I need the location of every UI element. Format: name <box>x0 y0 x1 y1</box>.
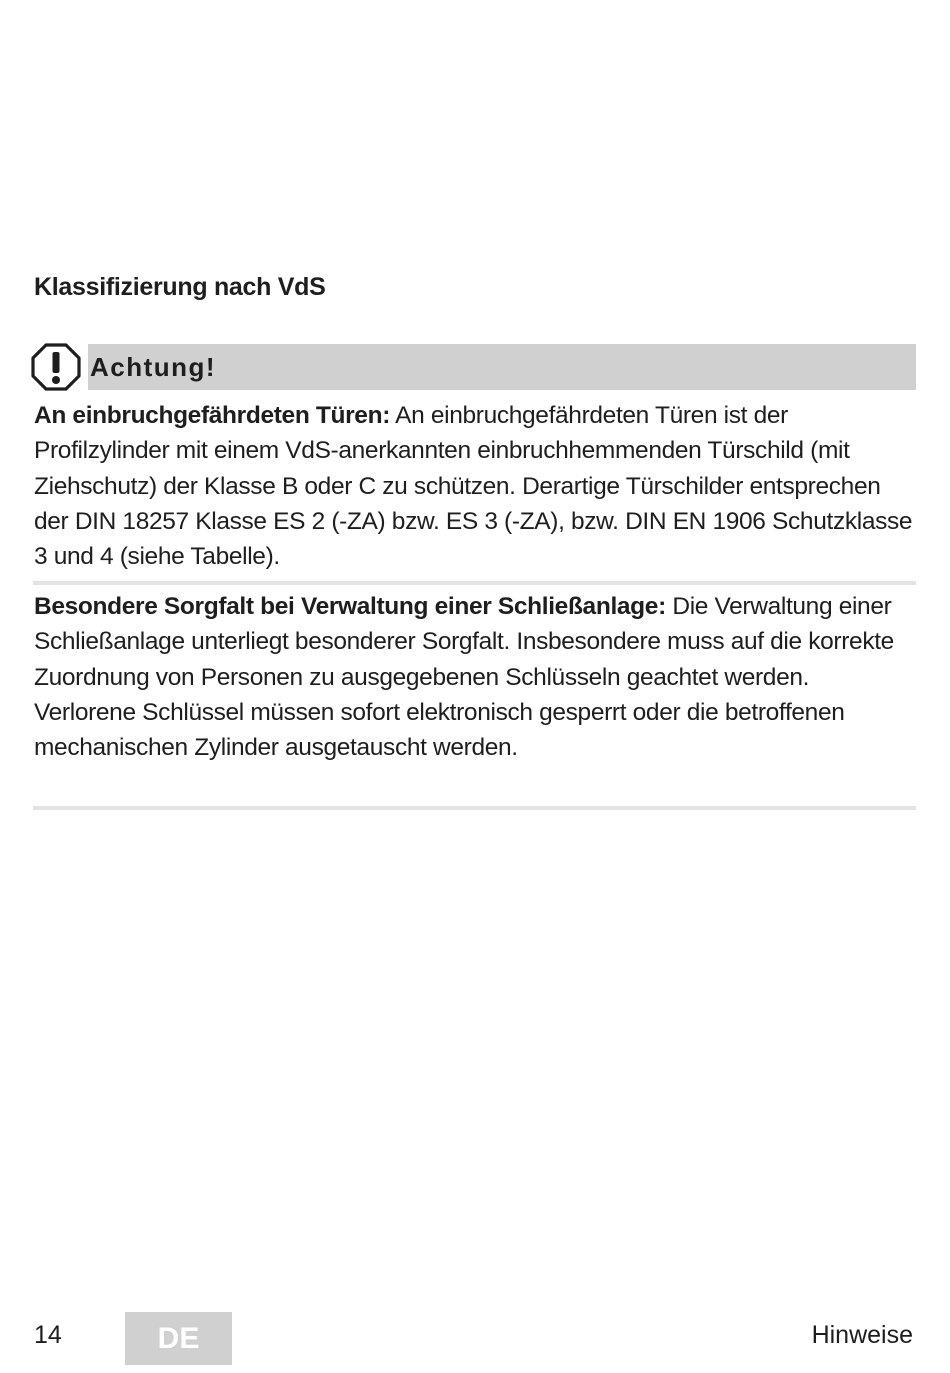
note-lead: Besondere Sorgfalt bei Verwaltung einer Schließanlage: <box>34 593 666 620</box>
warning-title-bar <box>88 344 916 390</box>
divider <box>33 806 916 810</box>
divider <box>33 581 916 585</box>
note-text: An einbruchgefährdeten Türen ist der Profilzylinder mit einem VdS-anerkannten einbruchhemmenden Türschild (mit Ziehschutz) der Klasse B oder C zu schützen. Derartige Türschilder entsprechen der DIN 18257 Klasse ES 2 (-ZA) bzw. ES 3 (-ZA), bzw. DIN EN 1906 Schutzklasse 3 und 4 (siehe Tabelle). <box>34 402 913 571</box>
exclamation-icon <box>31 343 81 391</box>
note-burglary-doors <box>34 398 916 574</box>
note-text: Die Verwaltung einer Schließanlage unterliegt besonderer Sorgfalt. Insbesondere muss auf die korrekte Zuordnung von Personen zu ausgegebenen Schlüsseln geachtet werden. Verlorene Schlüssel müssen sofort elektronisch gesperrt oder die betroffenen mechanischen Zylinder ausgetauscht werden. <box>34 593 894 762</box>
warning-title: Achtung! <box>90 352 217 382</box>
section-heading: Klassifizierung nach VdS <box>34 273 326 301</box>
note-key-management <box>34 589 916 765</box>
warning-header <box>31 342 916 392</box>
page-number: 14 <box>34 1321 62 1349</box>
language-badge: DE <box>125 1312 232 1365</box>
note-lead: An einbruchgefährdeten Türen: <box>34 402 391 429</box>
section-name: Hinweise <box>811 1321 913 1349</box>
